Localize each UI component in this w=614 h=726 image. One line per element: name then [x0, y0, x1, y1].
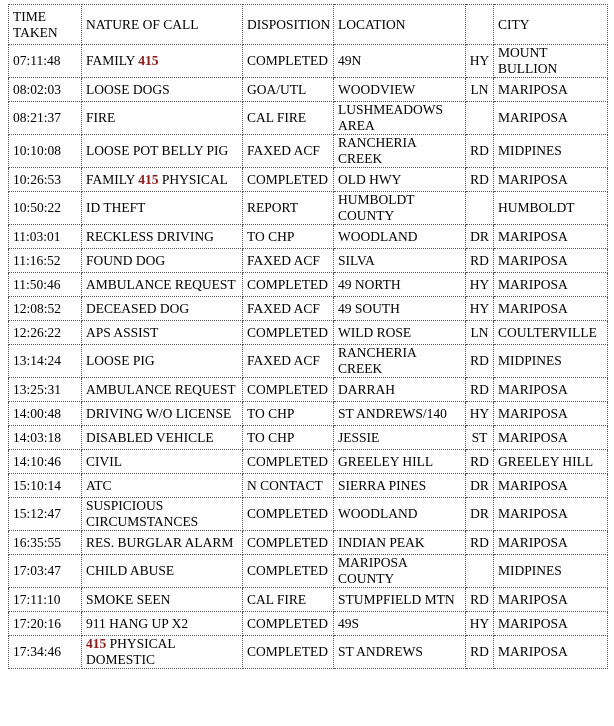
cell-nature: [82, 168, 243, 192]
cell-time: 17:11:10: [9, 588, 82, 612]
table-row: [9, 402, 608, 426]
cell-disposition: COMPLETED: [243, 168, 334, 192]
cell-street-suffix: [466, 555, 494, 588]
cell-city: MARIPOSA: [494, 297, 608, 321]
cell-city: MARIPOSA: [494, 78, 608, 102]
cell-disposition: COMPLETED: [243, 273, 334, 297]
nature-text: LOOSE PIG: [86, 353, 155, 368]
cell-location: OLD HWY: [334, 168, 466, 192]
header-time: TIME TAKEN: [9, 5, 82, 45]
penal-code-415: 415: [86, 636, 107, 651]
cell-street-suffix: RD: [466, 378, 494, 402]
cell-nature: [82, 135, 243, 168]
cell-disposition: CAL FIRE: [243, 102, 334, 135]
cell-disposition: COMPLETED: [243, 636, 334, 669]
table-row: [9, 273, 608, 297]
cell-disposition: COMPLETED: [243, 612, 334, 636]
cell-time: 10:10:08: [9, 135, 82, 168]
cell-time: 14:03:18: [9, 426, 82, 450]
cell-nature: [82, 402, 243, 426]
cell-nature: [82, 273, 243, 297]
cell-nature: [82, 426, 243, 450]
cell-street-suffix: RD: [466, 249, 494, 273]
cell-time: 11:16:52: [9, 249, 82, 273]
cell-time: 13:25:31: [9, 378, 82, 402]
cell-disposition: TO CHP: [243, 225, 334, 249]
cell-disposition: REPORT: [243, 192, 334, 225]
cell-disposition: FAXED ACF: [243, 135, 334, 168]
cell-street-suffix: HY: [466, 45, 494, 78]
cell-location: ST ANDREWS/140: [334, 402, 466, 426]
cell-nature: [82, 555, 243, 588]
cell-street-suffix: DR: [466, 225, 494, 249]
cell-location: 49 NORTH: [334, 273, 466, 297]
cell-location: SIERRA PINES: [334, 474, 466, 498]
nature-text: AMBULANCE REQUEST: [86, 381, 236, 397]
table-row: [9, 474, 608, 498]
cell-time: 11:03:01: [9, 225, 82, 249]
table-row: [9, 297, 608, 321]
cell-city: MARIPOSA: [494, 102, 608, 135]
cell-time: 14:10:46: [9, 450, 82, 474]
cell-time: 15:10:14: [9, 474, 82, 498]
nature-text: DISABLED VEHICLE: [86, 429, 214, 445]
cell-time: 17:03:47: [9, 555, 82, 588]
cell-time: 08:02:03: [9, 78, 82, 102]
nature-text: LOOSE DOGS: [86, 81, 170, 97]
cell-time: 13:14:24: [9, 345, 82, 378]
cell-nature: [82, 450, 243, 474]
header-row: [9, 5, 608, 45]
cell-street-suffix: RD: [466, 636, 494, 669]
cell-location: INDIAN PEAK: [334, 531, 466, 555]
cell-city: COULTERVILLE: [494, 321, 608, 345]
cell-nature: [82, 321, 243, 345]
nature-text: CHILD ABUSE: [86, 563, 175, 578]
cell-disposition: COMPLETED: [243, 450, 334, 474]
cell-location: WOODVIEW: [334, 78, 466, 102]
cell-disposition: COMPLETED: [243, 555, 334, 588]
table-row: [9, 498, 608, 531]
table-row: [9, 612, 608, 636]
cell-city: MARIPOSA: [494, 636, 608, 669]
nature-text: FOUND DOG: [86, 252, 166, 268]
nature-text: LOOSE POT BELLY PIG: [86, 143, 229, 158]
cell-disposition: COMPLETED: [243, 321, 334, 345]
cell-street-suffix: RD: [466, 135, 494, 168]
nature-text: ATC: [86, 477, 112, 493]
nature-text: DECEASED DOG: [86, 300, 190, 316]
cell-nature: [82, 102, 243, 135]
cell-time: 17:20:16: [9, 612, 82, 636]
nature-text: CIVIL: [86, 453, 122, 469]
cell-location: SILVA: [334, 249, 466, 273]
cell-nature: [82, 612, 243, 636]
cell-nature: [82, 297, 243, 321]
cell-city: MARIPOSA: [494, 588, 608, 612]
cell-disposition: N CONTACT: [243, 474, 334, 498]
cell-street-suffix: LN: [466, 321, 494, 345]
cell-time: 10:26:53: [9, 168, 82, 192]
cell-time: 08:21:37: [9, 102, 82, 135]
cell-disposition: CAL FIRE: [243, 588, 334, 612]
cell-street-suffix: RD: [466, 345, 494, 378]
header-city: CITY: [494, 5, 608, 45]
nature-text-suffix: PHYSICAL: [158, 171, 228, 187]
cell-nature: [82, 78, 243, 102]
cell-street-suffix: HY: [466, 402, 494, 426]
cell-street-suffix: ST: [466, 426, 494, 450]
cell-city: MIDPINES: [494, 135, 608, 168]
header-suffix: [466, 5, 494, 45]
cell-nature: [82, 192, 243, 225]
cell-street-suffix: DR: [466, 498, 494, 531]
table-row: [9, 531, 608, 555]
penal-code-415: 415: [138, 53, 159, 68]
penal-code-415: 415: [138, 171, 159, 187]
cell-location: WOODLAND: [334, 498, 466, 531]
header-disposition: DISPOSITION: [243, 5, 334, 45]
cell-city: MARIPOSA: [494, 498, 608, 531]
nature-text-suffix: PHYSICAL DOMESTIC: [86, 636, 176, 667]
table-row: [9, 588, 608, 612]
cell-street-suffix: RD: [466, 588, 494, 612]
cell-location: JESSIE: [334, 426, 466, 450]
cell-nature: [82, 474, 243, 498]
cell-city: MARIPOSA: [494, 168, 608, 192]
table-row: [9, 321, 608, 345]
cell-city: HUMBOLDT: [494, 192, 608, 225]
cell-disposition: COMPLETED: [243, 45, 334, 78]
cell-nature: [82, 498, 243, 531]
cell-disposition: FAXED ACF: [243, 249, 334, 273]
cell-location: ST ANDREWS: [334, 636, 466, 669]
cell-nature: [82, 225, 243, 249]
cell-time: 10:50:22: [9, 192, 82, 225]
nature-text: SMOKE SEEN: [86, 591, 171, 607]
table-row: [9, 555, 608, 588]
cell-location: 49S: [334, 612, 466, 636]
cell-time: 12:08:52: [9, 297, 82, 321]
table-row: [9, 135, 608, 168]
cell-location: LUSHMEADOWS AREA: [334, 102, 466, 135]
cell-location: RANCHERIA CREEK: [334, 135, 466, 168]
cell-disposition: COMPLETED: [243, 531, 334, 555]
nature-text: SUSPICIOUS CIRCUMSTANCES: [86, 498, 199, 529]
cell-location: HUMBOLDT COUNTY: [334, 192, 466, 225]
cell-city: MARIPOSA: [494, 378, 608, 402]
table-row: [9, 426, 608, 450]
cell-time: 15:12:47: [9, 498, 82, 531]
cell-nature: [82, 345, 243, 378]
cell-nature: [82, 531, 243, 555]
cell-city: MARIPOSA: [494, 249, 608, 273]
table-row: [9, 450, 608, 474]
cell-disposition: FAXED ACF: [243, 297, 334, 321]
cell-street-suffix: HY: [466, 273, 494, 297]
table-row: [9, 45, 608, 78]
cell-city: MIDPINES: [494, 555, 608, 588]
cell-time: 07:11:48: [9, 45, 82, 78]
cell-city: GREELEY HILL: [494, 450, 608, 474]
table-row: [9, 192, 608, 225]
cell-disposition: FAXED ACF: [243, 345, 334, 378]
nature-text: ID THEFT: [86, 200, 146, 215]
nature-text: AMBULANCE REQUEST: [86, 276, 236, 292]
cell-city: MARIPOSA: [494, 273, 608, 297]
cell-disposition: GOA/UTL: [243, 78, 334, 102]
table-row: [9, 636, 608, 669]
cell-nature: [82, 45, 243, 78]
cell-street-suffix: HY: [466, 612, 494, 636]
cell-street-suffix: [466, 192, 494, 225]
header-location: LOCATION: [334, 5, 466, 45]
cell-street-suffix: [466, 102, 494, 135]
cell-disposition: TO CHP: [243, 402, 334, 426]
call-log-table: [8, 4, 608, 669]
cell-nature: [82, 378, 243, 402]
cell-time: 11:50:46: [9, 273, 82, 297]
cell-street-suffix: DR: [466, 474, 494, 498]
cell-location: RANCHERIA CREEK: [334, 345, 466, 378]
cell-street-suffix: RD: [466, 168, 494, 192]
cell-city: MARIPOSA: [494, 402, 608, 426]
cell-street-suffix: RD: [466, 531, 494, 555]
nature-text: FAMILY: [86, 171, 139, 187]
cell-location: MARIPOSA COUNTY: [334, 555, 466, 588]
table-row: [9, 225, 608, 249]
cell-nature: [82, 636, 243, 669]
cell-time: 14:00:48: [9, 402, 82, 426]
cell-disposition: TO CHP: [243, 426, 334, 450]
nature-text: RES. BURGLAR ALARM: [86, 534, 234, 550]
table-row: [9, 249, 608, 273]
cell-time: 16:35:55: [9, 531, 82, 555]
cell-disposition: COMPLETED: [243, 378, 334, 402]
table-row: [9, 102, 608, 135]
cell-location: 49N: [334, 45, 466, 78]
cell-location: STUMPFIELD MTN: [334, 588, 466, 612]
cell-street-suffix: RD: [466, 450, 494, 474]
table-row: [9, 78, 608, 102]
cell-time: 12:26:22: [9, 321, 82, 345]
table-row: [9, 168, 608, 192]
cell-street-suffix: HY: [466, 297, 494, 321]
cell-disposition: COMPLETED: [243, 498, 334, 531]
cell-location: DARRAH: [334, 378, 466, 402]
cell-location: GREELEY HILL: [334, 450, 466, 474]
cell-nature: [82, 249, 243, 273]
cell-location: WILD ROSE: [334, 321, 466, 345]
cell-city: MARIPOSA: [494, 474, 608, 498]
cell-street-suffix: LN: [466, 78, 494, 102]
nature-text: 911 HANG UP X2: [86, 615, 189, 631]
cell-city: MIDPINES: [494, 345, 608, 378]
cell-nature: [82, 588, 243, 612]
header-nature: NATURE OF CALL: [82, 5, 243, 45]
cell-city: MARIPOSA: [494, 426, 608, 450]
cell-city: MOUNT BULLION: [494, 45, 608, 78]
table-row: [9, 378, 608, 402]
nature-text: RECKLESS DRIVING: [86, 228, 214, 244]
cell-location: 49 SOUTH: [334, 297, 466, 321]
cell-city: MARIPOSA: [494, 612, 608, 636]
nature-text: DRIVING W/O LICENSE: [86, 405, 232, 421]
nature-text: FIRE: [86, 110, 116, 125]
cell-time: 17:34:46: [9, 636, 82, 669]
nature-text: FAMILY: [86, 53, 139, 68]
cell-city: MARIPOSA: [494, 225, 608, 249]
cell-city: MARIPOSA: [494, 531, 608, 555]
table-row: [9, 345, 608, 378]
nature-text: APS ASSIST: [86, 324, 159, 340]
cell-location: WOODLAND: [334, 225, 466, 249]
